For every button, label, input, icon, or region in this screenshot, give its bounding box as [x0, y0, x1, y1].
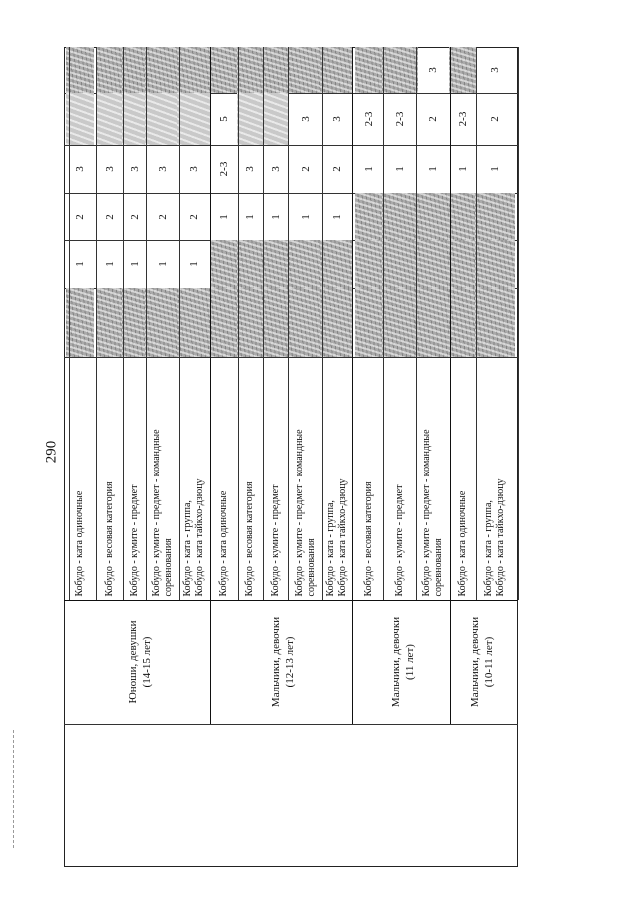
- shaded-cell: [177, 47, 211, 93]
- place-value: 3: [489, 67, 501, 73]
- shaded-cell: [237, 93, 263, 145]
- row-divider: [179, 47, 180, 600]
- sport-discipline: Кобудо - ката одиночные: [74, 490, 85, 596]
- shaded-cell: [449, 240, 476, 288]
- row-divider: [96, 47, 97, 600]
- place-value: 2-3: [218, 161, 230, 177]
- shaded-cell: [382, 240, 418, 288]
- place-value: 2: [330, 166, 343, 172]
- row-divider: [123, 47, 124, 600]
- sport-discipline: Кобудо - кумите - предмет: [270, 484, 281, 596]
- row-divider: [383, 47, 384, 600]
- sport-discipline: Кобудо - кумите - предмет - командные соревнования: [294, 428, 317, 596]
- place-value: 2: [489, 116, 501, 122]
- age-group-label: Мальчики, девочки (12-13 лет): [269, 616, 296, 708]
- shaded-cell: [320, 288, 353, 357]
- shaded-cell: [263, 288, 289, 357]
- place-value: 1: [129, 261, 141, 267]
- shaded-cell: [145, 93, 181, 145]
- row-divider: [263, 47, 264, 600]
- place-value: 3: [129, 166, 141, 172]
- place-value: 1: [456, 166, 469, 172]
- sport-discipline: Кобудо - весовая категория: [363, 480, 374, 596]
- sport-discipline: Кобудо - кумите - предмет - командные соревнования: [151, 428, 174, 596]
- place-value: 2: [74, 213, 86, 220]
- group-divider: [450, 47, 451, 724]
- sport-discipline: Кобудо - ката - группа, Кобудо - ката тайкхо-дзюцу: [483, 477, 506, 596]
- shaded-cell: [382, 288, 418, 357]
- sport-discipline: Кобудо - кумите - предмет: [394, 484, 405, 596]
- place-value: 3: [270, 166, 282, 172]
- place-value: 3: [244, 166, 256, 172]
- place-value: 1: [104, 261, 116, 267]
- sport-discipline: Кобудо - весовая категория: [244, 480, 255, 596]
- shaded-cell: [382, 193, 418, 240]
- shaded-cell: [288, 240, 324, 288]
- shaded-cell: [355, 47, 383, 93]
- shaded-cell: [288, 288, 324, 357]
- row-divider: [288, 47, 289, 600]
- place-value: 3: [74, 166, 86, 172]
- group-divider: [210, 47, 211, 724]
- sport-discipline: Кобудо - кумите - предмет - командные соревнования: [421, 428, 444, 596]
- place-value: 3: [330, 116, 343, 122]
- shaded-cell: [415, 193, 451, 240]
- shaded-cell: [96, 47, 124, 93]
- shaded-cell: [288, 47, 324, 93]
- shaded-cell: [145, 288, 181, 357]
- shaded-cell: [320, 240, 353, 288]
- sport-discipline: Кобудо - ката - группа, Кобудо - ката тайкхо-дзюцу: [182, 477, 205, 596]
- shaded-cell: [210, 47, 238, 93]
- shaded-cell: [355, 288, 383, 357]
- place-value: 2: [427, 116, 439, 122]
- shaded-cell: [475, 240, 515, 288]
- row-divider: [476, 47, 477, 600]
- place-value: 1: [427, 166, 439, 172]
- shaded-cell: [237, 240, 263, 288]
- sport-discipline: Кобудо - кумите - предмет: [129, 484, 140, 596]
- sport-discipline: Кобудо - ката - группа, Кобудо - ката тайкхо-дзюцу: [324, 477, 348, 596]
- place-value: 2: [104, 213, 116, 220]
- shaded-cell: [355, 240, 383, 288]
- row-divider: [146, 47, 147, 600]
- place-value: 3: [427, 67, 439, 73]
- place-value: 2: [188, 213, 200, 220]
- place-value: 5: [218, 116, 230, 122]
- place-value: 2-3: [363, 111, 375, 127]
- shaded-cell: [475, 193, 515, 240]
- place-value: 1: [270, 213, 282, 220]
- shaded-cell: [96, 288, 124, 357]
- row-divider: [238, 47, 239, 600]
- shaded-cell: [263, 47, 289, 93]
- column-divider: [64, 724, 518, 725]
- shaded-cell: [263, 93, 289, 145]
- scan-artifact-line: [13, 730, 15, 848]
- place-value: 1: [394, 166, 406, 172]
- place-value: 1: [330, 213, 343, 220]
- place-value: 3: [157, 166, 169, 172]
- row-divider: [518, 47, 519, 600]
- shaded-cell: [177, 288, 211, 357]
- row-divider: [69, 47, 70, 600]
- shaded-cell: [237, 288, 263, 357]
- shaded-cell: [66, 47, 94, 93]
- place-value: 1: [188, 261, 200, 267]
- page-number: 290: [43, 440, 60, 464]
- shaded-cell: [355, 193, 383, 240]
- shaded-cell: [320, 47, 353, 93]
- shaded-cell: [210, 240, 238, 288]
- group-divider: [352, 47, 353, 724]
- place-value: 2-3: [394, 111, 406, 127]
- shaded-cell: [145, 47, 181, 93]
- shaded-cell: [449, 288, 476, 357]
- shaded-cell: [263, 240, 289, 288]
- shaded-cell: [415, 240, 451, 288]
- row-divider: [322, 47, 323, 600]
- shaded-cell: [237, 47, 263, 93]
- place-value: 1: [157, 261, 169, 267]
- place-value: 3: [300, 116, 312, 122]
- shaded-cell: [382, 47, 418, 93]
- shaded-cell: [475, 288, 515, 357]
- shaded-cell: [177, 93, 211, 145]
- sport-discipline: Кобудо - ката одиночные: [456, 490, 468, 596]
- place-value: 1: [363, 166, 375, 172]
- place-value: 1: [244, 213, 256, 220]
- row-divider: [416, 47, 417, 600]
- place-value: 2: [157, 213, 169, 220]
- shaded-cell: [415, 288, 451, 357]
- shaded-cell: [449, 193, 476, 240]
- age-group-label: Юноши, девушки (14-15 лет): [126, 620, 153, 704]
- shaded-cell: [210, 288, 238, 357]
- place-value: 3: [104, 166, 116, 172]
- age-group-label: Мальчики, девочки (11 лет): [389, 616, 416, 708]
- sport-discipline: Кобудо - ката одиночные: [218, 490, 229, 596]
- shaded-cell: [66, 93, 94, 145]
- place-value: 1: [300, 213, 312, 220]
- place-value: 1: [74, 261, 86, 267]
- shaded-cell: [96, 93, 124, 145]
- place-value: 3: [188, 166, 200, 172]
- shaded-cell: [449, 47, 476, 93]
- place-value: 2: [129, 213, 141, 220]
- place-value: 1: [489, 166, 501, 172]
- place-value: 2: [300, 166, 312, 172]
- age-group-label: Мальчики, девочки (10-11 лет): [469, 616, 495, 708]
- sport-discipline: Кобудо - весовая категория: [104, 480, 115, 596]
- place-value: 2-3: [456, 111, 469, 127]
- shaded-cell: [66, 288, 94, 357]
- place-value: 1: [218, 213, 230, 220]
